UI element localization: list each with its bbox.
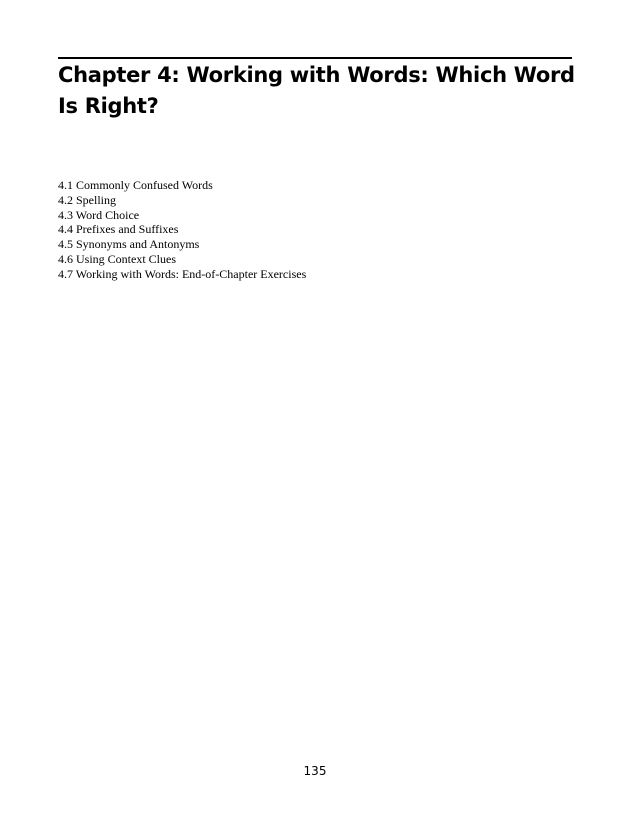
section-link-4-6[interactable]: 4.6 Using Context Clues [58,251,177,266]
chapter-title: Chapter 4: Working with Words: Which Word Is Right? [58,63,575,118]
page-number: 135 [303,764,327,778]
section-link-4-2[interactable]: 4.2 Spelling [58,192,117,207]
section-link-4-1[interactable]: 4.1 Commonly Confused Words [58,178,213,192]
section-link-4-7[interactable]: 4.7 Working with Words: End-of-Chapter Exercises [58,266,307,281]
section-list [58,178,306,282]
section-link-4-3[interactable]: 4.3 Word Choice [58,207,140,222]
chapter-title-rule [58,57,572,59]
section-link-4-4[interactable]: 4.4 Prefixes and Suffixes [58,222,179,237]
section-link-4-5[interactable]: 4.5 Synonyms and Antonyms [58,237,200,252]
